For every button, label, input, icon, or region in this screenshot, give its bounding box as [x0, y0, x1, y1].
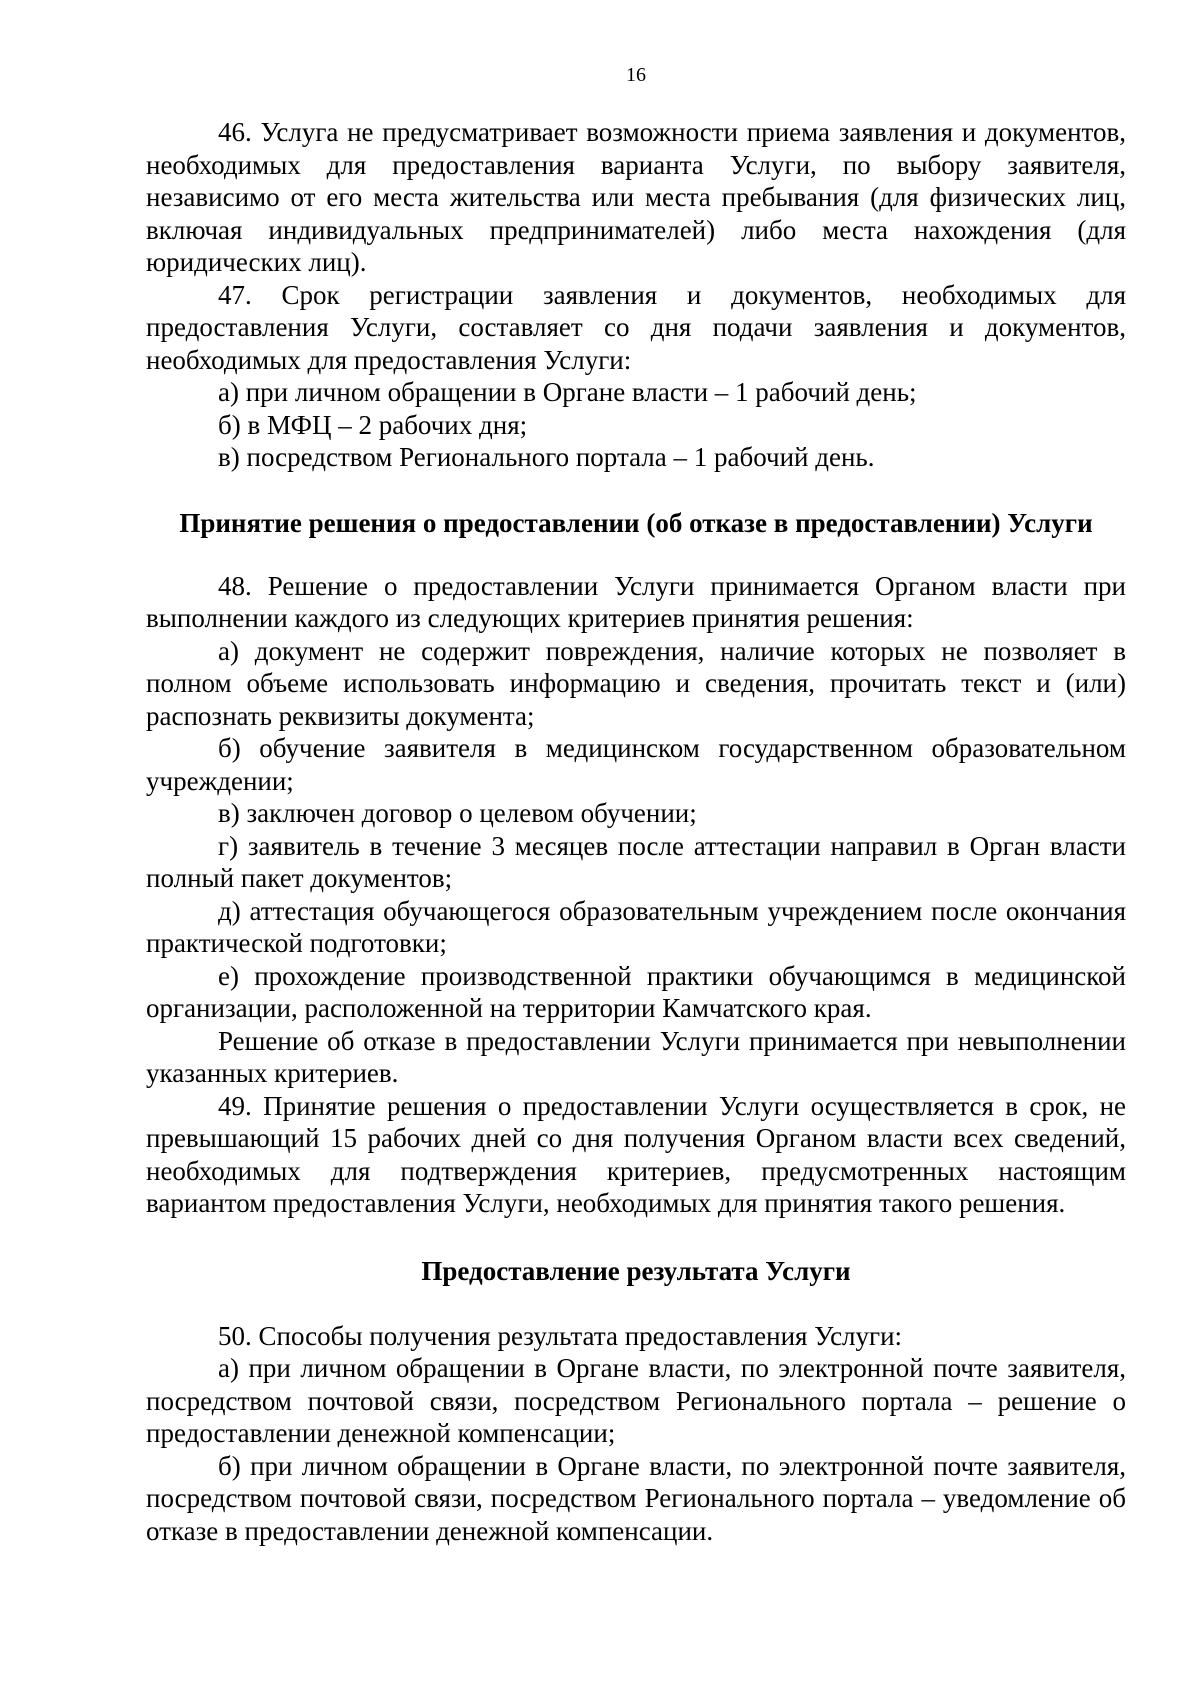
paragraph-46: 46. Услуга не предусматривает возможности приема заявления и документов, необходимых для предоставления варианта Услуги, по выбору заявителя, независимо от его места жительства или места пребывания (для физических лиц, включая индивидуальных предпринимателей) либо места нахождения (для юридических лиц).: [146, 117, 1126, 277]
paragraph-47-item-c: в) посредством Регионального портала – 1 рабочий день.: [218, 442, 875, 472]
paragraph-48-item-f: е) прохождение производственной практики обучающимся в медицинской организации, расположенной на территории Камчатского края.: [146, 960, 1126, 1023]
paragraph-48-item-c: в) заключен договор о целевом обучении;: [218, 798, 697, 828]
paragraph-48-item-a: а) документ не содержит повреждения, наличие которых не позволяет в полном объеме использовать информацию и сведения, прочитать текст и (или) распознать реквизиты документа;: [146, 635, 1126, 731]
paragraph-47-item-b: б) в МФЦ – 2 рабочих дня;: [218, 409, 528, 440]
paragraph-48-item-e: д) аттестация обучающегося образовательным учреждением после окончания практической подготовки;: [146, 895, 1126, 958]
page-number: 16: [626, 64, 646, 86]
paragraph-47-item-a: а) при личном обращении в Органе власти – 1 рабочий день;: [218, 377, 917, 407]
paragraph-49: 49. Принятие решения о предоставлении Услуги осуществляется в срок, не превышающий 15 рабочих дней со дня получения Органом власти всех сведений, необходимых для подтверждения критериев, предусмотренных настоящим вариантом предоставления Услуги, необходимых для принятия такого решения.: [146, 1090, 1126, 1218]
paragraph-50-item-b: б) при личном обращении в Органе власти, по электронной почте заявителя, посредством почтовой связи, посредством Регионального портала – уведомление об отказе в предоставлении денежной компенсации.: [146, 1450, 1126, 1546]
paragraph-48-item-b: б) обучение заявителя в медицинском государственном образовательном учреждении;: [146, 733, 1126, 796]
paragraph-50-item-a: а) при личном обращении в Органе власти, по электронной почте заявителя, посредством почтовой связи, посредством Регионального портала – решение о предоставлении денежной компенсации;: [146, 1353, 1126, 1448]
section-heading-decision: Принятие решения о предоставлении (об отказе в предоставлении) Услуги: [179, 507, 1093, 538]
paragraph-48-item-d: г) заявитель в течение 3 месяцев после аттестации направил в Орган власти полный пакет документов;: [146, 830, 1126, 893]
paragraph-47: 47. Срок регистрации заявления и документов, необходимых для предоставления Услуги, составляет со дня подачи заявления и документов, необходимых для предоставления Услуги:: [146, 279, 1126, 375]
paragraph-48-refusal: Решение об отказе в предоставлении Услуги принимается при невыполнении указанных критериев.: [146, 1025, 1126, 1088]
paragraph-50: 50. Способы получения результата предоставления Услуги:: [218, 1320, 903, 1351]
section-heading-result: Предоставление результата Услуги: [421, 1255, 851, 1286]
paragraph-48: 48. Решение о предоставлении Услуги принимается Органом власти при выполнении каждого из следующих критериев принятия решения:: [146, 570, 1126, 633]
